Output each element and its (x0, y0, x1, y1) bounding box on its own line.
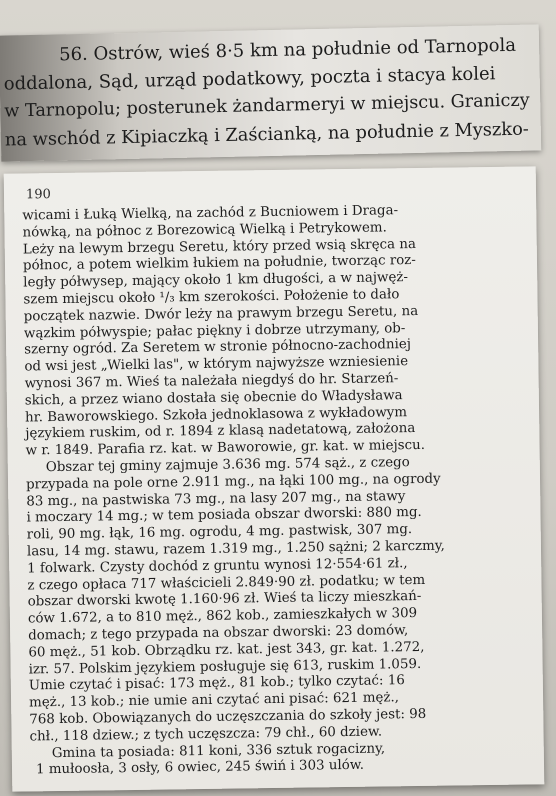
page-text-line: i moczary 14 mg.; w tem posiada obszar dworski: 880 mg. (26, 505, 422, 526)
header-line: oddalona, Sąd, urząd podatkowy, poczta i stacya kolei (3, 63, 496, 95)
page-text-line: Obszar tej gminy zajmuje 3.636 mg. 574 sąż., z czego (45, 455, 410, 476)
header-line: 56. Ostrów, wieś 8·5 km na południe od Tarnopola (58, 34, 517, 66)
page-text-line: ców 1.672, a to 810 męż., 862 kob., zamieszkałych w 309 (27, 606, 418, 627)
page-text-line: wązkim półwyspie; pałac piękny i dobrze utrzymany, ob- (23, 320, 406, 342)
page-text-line: 1 folwark. Czysty dochód z gruntu wynosi 12·554·61 zł., (27, 555, 408, 577)
header-line: na wschód z Kipiaczką i Zaścianką, na południe z Myszko- (4, 118, 530, 151)
page-text-line: szem miejscu około ¹/₃ km szerokości. Położenie to dało (23, 287, 400, 308)
page-text-line: wicami i Łuką Wielką, na zachód z Bucniowem i Draga- (22, 203, 399, 224)
page-text-line: wynosi 367 m. Wieś ta należała niegdyś do hr. Starzeń- (24, 371, 399, 392)
page-text-line: nówką, na północ z Borezowicą Wielką i Petrykowem. (22, 220, 387, 241)
page-text-line: od wsi jest „Wielki las", w którym najwyższe wzniesienie (24, 354, 409, 375)
page-text-line: Umie czytać i pisać: 173 męż., 81 kob.; tylko czytać: 16 (28, 673, 405, 694)
page-text-line: roli, 90 mg. łąk, 16 mg. ogrodu, 4 mg. pastwisk, 307 mg. (26, 522, 413, 543)
page-text-line: 1 mułoosła, 3 osły, 6 owiec, 245 świń i 303 ulów. (35, 758, 365, 778)
header-clipping (0, 24, 541, 161)
page-number: 190 (25, 187, 51, 203)
page-text-line: legły półwysep, mający około 1 km długości, a w najwęż- (23, 270, 409, 291)
page-text-line: początek nazwie. Dwór leży na prawym brzegu Seretu, na (23, 303, 419, 325)
page-text-line: izr. 57. Polskim językiem posługuje się 613, ruskim 1.059. (28, 656, 422, 678)
page-text-line: w r. 1849. Parafia rz. kat. w Baworowie, gr. kat. w miejscu. (25, 438, 426, 459)
page-text-line: domach; z tego przypada na obszar dworski: 23 domów, (28, 623, 409, 644)
page-text-line: chł., 118 dziew.; z tych uczęszcza: 79 chł., 60 dziew. (29, 724, 383, 745)
page-text-line: skich, a przez wiano dostała się obecnie do Władysława (24, 387, 403, 409)
page-text-line: Gmina ta posiada: 811 koni, 336 sztuk rogacizny, (51, 741, 386, 761)
page-text-line: lasu, 14 mg. stawu, razem 1.319 mg., 1.250 sążni; 2 karczmy, (26, 538, 445, 560)
page-text-line: obszar dworski kwotę 1.160·96 zł. Wieś ta liczy mieszkań- (27, 589, 422, 610)
page-text-line: przypada na pole orne 2.911 mg., na łąki 100 mg., na ogrody (25, 471, 441, 493)
page-text-line: hr. Baworowskiego. Szkoła jednoklasowa z wykładowym (25, 404, 408, 426)
page-text-line: językiem ruskim, od r. 1894 z klasą nadetatową, założona (25, 421, 416, 442)
page-text-line: z czego opłaca 717 właścicieli 2.849·90 zł. podatku; w tem (27, 572, 426, 594)
page-text-line: północ, a potem wielkim łukiem na południe, tworząc roz- (22, 253, 416, 274)
book-page (4, 166, 545, 791)
page-text-line: 60 męż., 51 kob. Obrządku rz. kat. jest 343, gr. kat. 1.272, (28, 639, 425, 661)
page-text-line: Leży na lewym brzegu Seretu, który przed wsią skręca na (22, 236, 417, 258)
header-line: w Tarnopolu; posterunek żandarmeryi w miejscu. Graniczy (4, 90, 530, 122)
page-text-line: szerny ogród. Za Seretem w stronie północno-zachodniej (24, 337, 412, 358)
page-text-line: męż., 13 kob.; nie umie ani czytać ani pisać: 621 męż., (29, 690, 400, 711)
page-text-line: 768 kob. Obowiązanych do uczęszczania do szkoły jest: 98 (29, 706, 427, 728)
page-text-line: 83 mg., na pastwiska 73 mg., na lasy 207 mg., na stawy (26, 488, 406, 510)
